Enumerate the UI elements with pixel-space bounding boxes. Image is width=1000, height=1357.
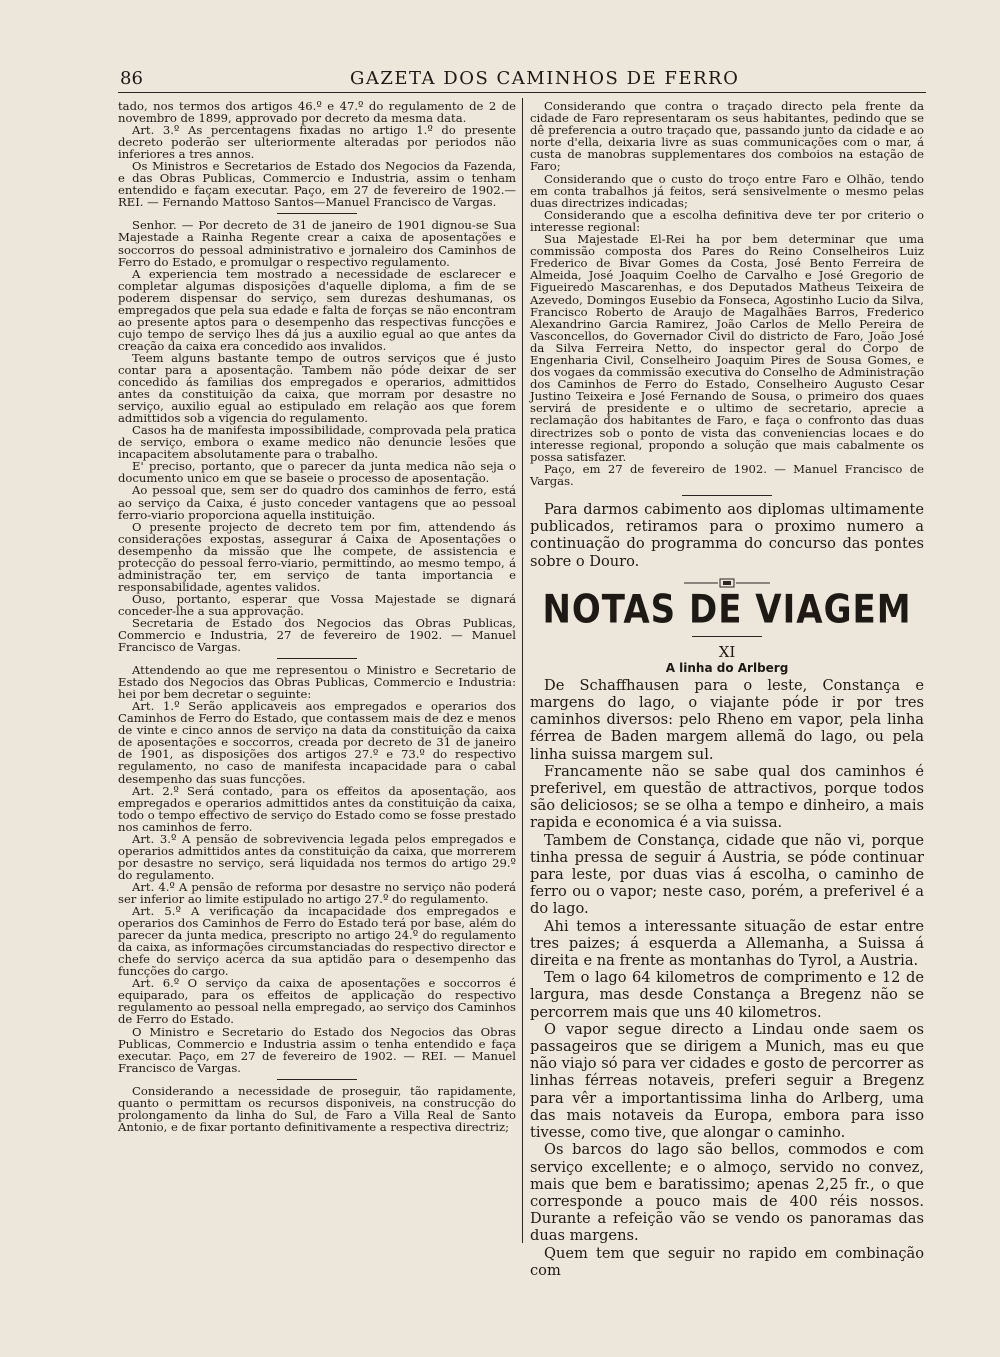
section-title: NOTAS DE VIAGEM [542,586,912,633]
paragraph: Art. 1.º Serão applicaveis aos empregados e operarios dos Caminhos de Ferro do Estado, que contassem mais de dez e menos de vinte e cinco annos de serviço na data da constituição da caixa de aposentações e soccorros, creada por decreto de 31 de janeiro de 1901, as disposições dos artigos 27.º e 73.º do respectivo regulamento, no caso de manifesta incapacidade para o cabal desempenho das suas funcções. [118,699,516,786]
paragraph: Art. 4.º A pensão de reforma por desastre no serviço não poderá ser inferior ao limite estipulado no artigo 27.º do regulamento. [118,879,516,906]
paragraph: Casos ha de manifesta impossibilidade, comprovada pela pratica de serviço, embora o exame medico não denuncie lesões que incapacitem absolutamente para o trabalho. [118,423,516,462]
paragraph: Art. 6.º O serviço da caixa de aposentações e soccorros é equiparado, para os effeitos de applicação do respectivo regulamento ao pessoal nella empregado, ao serviço dos Caminhos de Ferro do Estado. [118,976,516,1027]
paragraph: Considerando que a escolha definitiva deve ter por criterio o interesse regional: [530,207,924,234]
paragraph: Ahi temos a interessante situação de estar entre tres paizes; á esquerda a Allemanha, a Suissa á direita e na frente as montanhas do Tyrol, a Austria. [530,917,924,970]
paragraph: E' preciso, portanto, que o parecer da junta medica não seja o documento unico em que se baseie o processo de aposentação. [118,459,516,486]
paragraph: Art. 3.º As percentagens fixadas no artigo 1.º do presente decreto poderão ser ulteriormente alteradas por periodos não inferiores a tres annos. [118,123,516,162]
left-column [118,100,516,1240]
header-rule [118,92,926,93]
paragraph: Tambem de Constança, cidade que não vi, porque tinha pressa de seguir á Austria, se póde continuar para leste, por duas vias á escolha, o caminho de ferro ou o vapor; neste caso, porém, a preferivel é a do lago. [530,831,924,918]
separator-rule [682,495,772,496]
paragraph: Paço, em 27 de fevereiro de 1902. — Manuel Francisco de Vargas. [530,461,924,488]
paragraph: De Schaffhausen para o leste, Constança e margens do lago, o viajante póde ir por tres caminhos diversos: pelo Rheno em vapor, pela linha férrea de Baden margem allemã do lago, ou pela linha suissa margem sul. [530,676,924,763]
paragraph: Sua Majestade El-Rei ha por bem determinar que uma commissão composta dos Pares do Reino Conselheiros Luiz Frederico de Bivar Gomes da Costa, José Bento Ferreira de Almeida, José Joaquim Coelho de Carvalho e José Gregorio de Figueiredo Mascarenhas, e dos Deputados Matheus Teixeira de Azevedo, Domingos Eusebio da Fonseca, Agostinho Lucio da Silva, Francisco Roberto de Araujo de Magalhães Barros, Frederico Alexandrino Garcia Ramirez, João Carlos de Mello Pereira de Vasconcellos, do Governador Civil do districto de Faro, João José da Silva Ferreira Netto, do inspector geral do Corpo de Engenharia Civil, Conselheiro Joaquim Pires de Sousa Gomes, e dos vogaes da commissão executiva do Conselho de Administração dos Caminhos de Ferro do Estado, Conselheiro Augusto Cesar Justino Teixeira e José Fernando de Sousa, o primeiro dos quaes servirá de presidente e o ultimo de secretario, aprecie a reclamação dos habitantes de Faro, e faça o confronto das duas directrizes sob o ponto de vista das conveniencias locaes e do interesse regional, propondo a solução que mais cabalmente os possa satisfazer. [530,232,924,464]
paragraph: Os Ministros e Secretarios de Estado dos Negocios da Fazenda, e das Obras Publicas, Commercio e Industria, assim o tenham entendido e façam executar. Paço, em 27 de fevereiro de 1902.— REI. — Fernando Mattoso Santos—Manuel Francisco de Vargas. [118,159,516,210]
chapter-number: XI [718,642,736,661]
travel-article [530,677,924,1279]
paragraph: Teem alguns bastante tempo de outros serviços que é justo contar para a aposentação. Tambem não póde deixar de ser concedido ás familias dos empregados e operarios, admittidos antes da constituição da caixa, que morram por desastre no serviço, auxilio egual ao estipulado em relação aos que forem admittidos sob a vigencia do regulamento. [118,350,516,426]
paragraph: Secretaria de Estado dos Negocios das Obras Publicas, Commercio e Industria, 27 de fevereiro de 1902. — Manuel Francisco de Vargas. [118,615,516,655]
paragraph: A experiencia tem mostrado a necessidade de esclarecer e completar algumas disposições d'aquelle diploma, a fim de se poderem dispensar do serviço, sem durezas deshumanas, os empregados que pela sua edade e falta de forças se não encontram ao presente aptos para o desempenho das respectivas funcções e cujo tempo de serviço lhes dá jus a auxilio egual ao que antes da creação da caixa era concedido aos invalidos. [118,266,516,353]
paragraph: Ouso, portanto, esperar que Vossa Majestade se dignará conceder-lhe a sua approvação. [118,591,516,618]
column-divider [522,98,523,1243]
paragraph: Os barcos do lago são bellos, commodos e com serviço excellente; e o almoço, servido no convez, mais que bem e baratissimo; apenas 2,25 fr., o que corresponde a pouco mais de 400 réis nossos. Durante a refeição vão se vendo os panoramas das duas margens. [530,1141,924,1245]
paragraph: tado, nos termos dos artigos 46.º e 47.º do regulamento de 2 de novembro de 1899, approvado por decreto da mesma data. [118,99,516,126]
paragraph: Quem tem que seguir no rapido em combinação com [530,1244,924,1279]
notice-text [530,501,924,570]
paragraph: Francamente não se sabe qual dos caminhos é preferivel, em questão de attractivos, porque todos são deliciosos; se se olha a tempo e dinheiro, a mais rapida e economica é a via suissa. [530,762,924,832]
paragraph: Art. 5.º A verificação da incapacidade dos empregados e operarios dos Caminhos de Ferro do Estado terá por base, além do parecer da junta medica, prescripto no artigo 24.º do regulamento da caixa, as informações circumstanciadas do respectivo director e chefe do serviço acerca da sua aptidão para o desempenho das funcções do cargo. [118,904,516,979]
right-column [530,99,924,1279]
paragraph: O presente projecto de decreto tem por fim, attendendo ás considerações expostas, assegurar á Caixa de Aposentações o desempenho da missão que lhe compete, de assistencia e protecção do pessoal ferro-viario, permittindo, ao mesmo tempo, á administração ter, em serviço de tanta importancia e responsabilidade, agentes validos. [118,519,516,594]
article-subtitle: A linha do Arlberg [665,660,789,675]
paragraph: Ao pessoal que, sem ser do quadro dos caminhos de ferro, está ao serviço da Caixa, é justo conceder vantagens que ao pessoal ferro-viario proporciona aquella instituição. [118,483,516,522]
decree-text [530,100,924,487]
paragraph: Considerando que contra o traçado directo pela frente da cidade de Faro representaram os seus habitantes, pedindo que se dê preferencia a outro traçado que, passando junto da cidade e ao norte d'ella, deixaria livre as suas communicações com o mar, á custa de manobras supplementares dos comboios na estação de Faro; [530,99,924,174]
paragraph: Considerando que o custo do troço entre Faro e Olhão, tendo em conta trabalhos já feitos, será sensivelmente o mesmo pelas duas directrizes indicadas; [530,171,924,210]
title-rule [692,636,762,637]
paragraph: Tem o lago 64 kilometros de comprimento e 12 de largura, mas desde Constança a Bregenz não se percorrem mais que uns 40 kilometros. [530,969,924,1021]
separator-rule [277,658,357,659]
paragraph: Art. 2.º Será contado, para os effeitos da aposentação, aos empregados e operarios admittidos antes da constituição da caixa, todo o tempo effectivo de serviço do Estado como se fosse prestado nos caminhos de ferro. [118,783,517,834]
running-title: GAZETA DOS CAMINHOS DE FERRO [350,68,740,89]
paragraph: Para darmos cabimento aos diplomas ultimamente publicados, retiramos para o proximo numero a continuação do programma do concurso das pontes sobre o Douro. [530,501,924,570]
paragraph: Art. 3.º A pensão de sobrevivencia legada pelos empregados e operarios admittidos antes da constituição da caixa, que morrerem por desastre no serviço, será liquidada nos termos do artigo 29.º do regulamento. [118,831,516,882]
paragraph: Senhor. — Por decreto de 31 de janeiro de 1901 dignou-se Sua Majestade a Rainha Regente crear a caixa de aposentações e soccorros do pessoal administrativo e jornaleiro dos Caminhos de Ferro do Estado, e promulgar o respectivo regulamento. [118,218,516,269]
paragraph: O vapor segue directo a Lindau onde saem os passageiros que se dirigem a Munich, mas eu que não viajo só para ver cidades e gosto de percorrer as linhas férreas notaveis, preferi seguir a Bregenz para vêr a importantissima linha do Arlberg, uma das mais notaveis da Europa, embora para isso tivesse, como tive, que alongar o caminho. [530,1020,924,1142]
paragraph: Attendendo ao que me representou o Ministro e Secretario de Estado dos Negocios das Obras Publicas, Commercio e Industria: hei por bem decretar o seguinte: [118,663,516,702]
separator-rule [277,213,357,214]
paragraph: Considerando a necessidade de proseguir, tão rapidamente, quanto o permittam os recursos disponiveis, na construcção do prolongamento da linha do Sul, de Faro a Villa Real de Santo Antonio, e de fixar portanto definitivamente a respectiva directriz; [118,1083,516,1134]
paragraph: O Ministro e Secretario do Estado dos Negocios das Obras Publicas, Commercio e Industria assim o tenha entendido e faça executar. Paço, em 27 de fevereiro de 1902. — REI. — Manuel Francisco de Vargas. [118,1024,516,1075]
separator-rule [277,1079,357,1080]
page-number: 86 [120,68,143,89]
